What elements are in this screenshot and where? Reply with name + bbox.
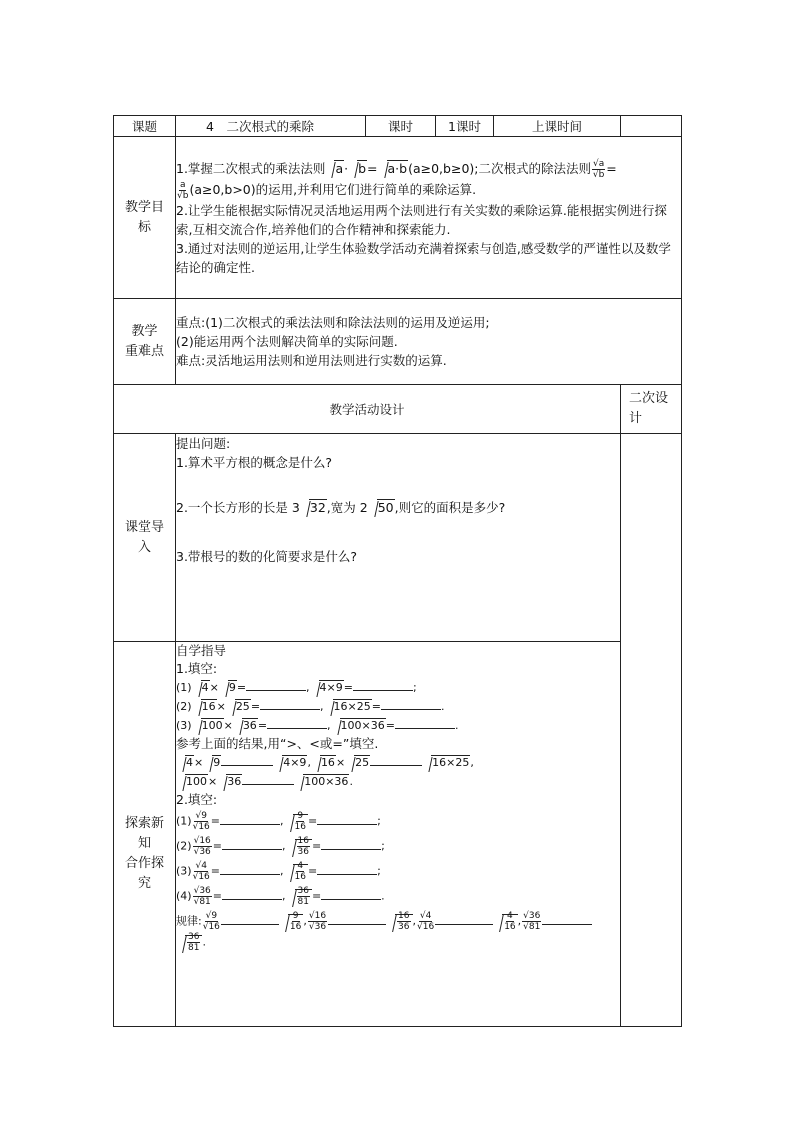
fill-2-title: 2.填空:: [176, 792, 218, 807]
explore-heading: 自学指导: [176, 643, 227, 658]
second-design-column: [621, 434, 682, 1027]
compare-line-2: 100× 36 100×36.: [176, 772, 620, 791]
second-design-text: 二次设计: [629, 391, 669, 426]
class-time-label: 上课时间: [494, 116, 621, 137]
explore-row: [114, 642, 682, 1027]
sqrt-b-formula: b: [349, 159, 367, 178]
design-title: 教学活动设计: [114, 385, 621, 434]
goal-1-equals-2: =: [606, 160, 617, 176]
key-points-label-2: 重难点: [124, 343, 164, 359]
intro-label: [114, 434, 176, 642]
q2-text-c: ,则它的面积是多少?: [394, 500, 506, 515]
rule-line-2: $\frac{36}{81}$ .: [176, 932, 620, 953]
fill-1-item-1: (1) 4× 9= , 4×9= ;: [176, 678, 620, 697]
intro-question-1: 1.算术平方根的概念是什么?: [176, 455, 333, 470]
sqrt-ab-formula: a·b: [379, 159, 409, 178]
explore-label: [114, 642, 176, 1027]
intro-content: [176, 434, 621, 642]
key-points-row: [114, 299, 682, 385]
explore-label-1: 探索新: [124, 816, 164, 831]
lesson-plan-page: [113, 115, 681, 1026]
topic-value: 4 二次根式的乘除: [176, 116, 366, 137]
key-points-label: [114, 299, 176, 385]
rule-label: 规律:: [176, 914, 202, 928]
sqrt-50: 50: [369, 498, 395, 517]
goals-label-text: 教学目标: [124, 199, 164, 235]
goals-label: [114, 137, 176, 299]
intro-question-2: 2.一个长方形的长是 3 32,宽为 2 50,则它的面积是多少?: [176, 500, 506, 515]
intro-row: [114, 434, 682, 642]
q2-text-b: ,宽为: [326, 500, 356, 515]
design-header-row: [114, 385, 682, 434]
key-point-2: (2)能运用两个法则解决简单的实际问题.: [176, 334, 398, 349]
goal-2: 2.让学生能根据实际情况灵活地运用两个法则进行有关实数的乘除运算.能根据实例进行探索,互相交流合作,培养他们的合作精神和探索能力.: [176, 202, 667, 237]
period-value: 1课时: [436, 116, 494, 137]
fill-1-item-3: (3) 100× 36= , 100×36= .: [176, 716, 620, 735]
goal-1-text-a: 1.掌握二次根式的乘法法则: [176, 160, 326, 176]
explore-label-2: 知: [137, 836, 151, 851]
intro-label-text: 课堂导入: [124, 519, 164, 555]
compare-line-1: 4× 9 4×9, 16× 25 16×25,: [176, 753, 620, 772]
header-row: [114, 116, 682, 137]
q2-text-a: 2.一个长方形的长是: [176, 500, 288, 515]
fill-2-item-4: (4) $\frac{√36}{√81}$ = , $\frac{36}{81}$ = .: [176, 886, 385, 907]
frac-sqrt-a-over-b: $\frac{a}{√b}$: [177, 179, 189, 201]
compare-instruction: 参考上面的结果,用“>、<或=”填空.: [176, 736, 379, 751]
goal-1-equals: =: [367, 160, 378, 176]
explore-label-3: 合作探究: [124, 856, 164, 891]
rule-line: 规律: $\frac{√9}{√16}$ $\frac{9}{16}$ , $\frac{√16}{√36}$ $\frac{16}{36}$ , $\frac{√4}{√16}$ $\frac{4}{16}$ , $\frac{√36}{√81}$: [176, 911, 620, 932]
goals-content: [176, 137, 682, 299]
goal-1-text-c: (a≥0,b≥0);二次根式的除法法则: [408, 160, 591, 176]
fill-1-title: 1.填空:: [176, 661, 218, 676]
lesson-plan-table: [113, 115, 682, 1027]
second-design-label: [621, 385, 682, 434]
key-points-label-1: 教学: [131, 323, 158, 339]
goal-3: 3.通过对法则的逆运用,让学生体验数学活动充满着探索与创造,感受数学的严谨性以及数学结论的确定性.: [176, 240, 671, 275]
fill-2-item-3: (3) $\frac{√4}{√16}$ = , $\frac{4}{16}$ = ;: [176, 861, 381, 882]
period-label: 课时: [366, 116, 436, 137]
intro-heading: 提出问题:: [176, 436, 231, 451]
goal-1-text-e: (a≥0,b>0)的运用,并利用它们进行简单的乘除运算.: [189, 181, 477, 197]
goals-row: [114, 137, 682, 299]
fill-1-item-2: (2) 16× 25= , 16×25= .: [176, 697, 620, 716]
key-point-3: 难点:灵活地运用法则和逆用法则进行实数的运算.: [176, 353, 447, 368]
explore-content: [176, 642, 621, 1027]
key-points-content: [176, 299, 682, 385]
frac-sqrt-a-over-sqrt-b: $\frac{√a}{√b}$: [592, 158, 605, 180]
sqrt-a-formula: a: [326, 159, 344, 178]
intro-question-3: 3.带根号的数的化简要求是什么?: [176, 549, 358, 564]
sqrt-32: 32: [301, 498, 327, 517]
fill-2-item-1: (1) $\frac{√9}{√16}$ = , $\frac{9}{16}$ = ;: [176, 811, 381, 832]
topic-label: 课题: [114, 116, 176, 137]
goal-1: 1.掌握二次根式的乘法法则 a· b= a·b(a≥0,b≥0);二次根式的除法法则 $\frac{√a}{√b}$ = $\frac{a}{√b}$ (a≥0,b>0)的运用,并利用它们进行简单的乘除运算.: [176, 158, 617, 201]
key-point-1: 重点:(1)二次根式的乘法法则和除法法则的运用及逆运用;: [176, 315, 490, 330]
class-time-value: [621, 116, 682, 137]
fill-2-item-2: (2) $\frac{√16}{√36}$ = , $\frac{16}{36}$ = ;: [176, 836, 385, 857]
